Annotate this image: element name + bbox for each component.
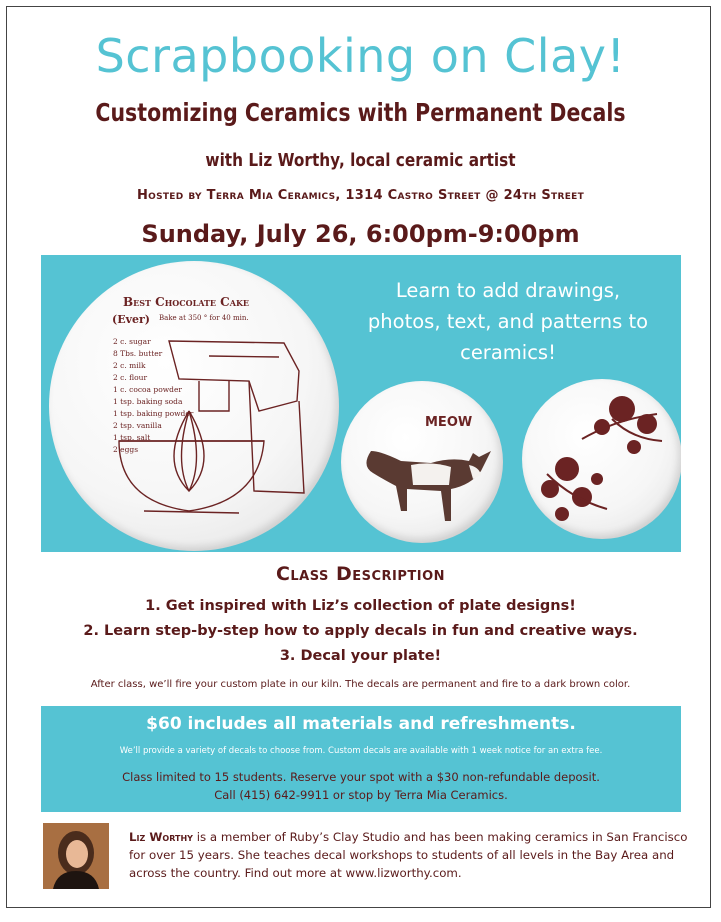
artist-photo — [43, 823, 109, 889]
floral-plate — [522, 379, 681, 539]
cat-plate — [341, 381, 503, 543]
description-item: 3. Decal your plate! — [279, 648, 442, 664]
recipe-title: Best Chocolate Cake — [123, 295, 249, 309]
artist-line: with Liz Worthy, local ceramic artist — [205, 150, 516, 171]
floral-pattern — [522, 379, 681, 539]
artist-bio — [129, 828, 689, 882]
banner-line: ceramics! — [460, 341, 556, 364]
ingredient: 2 eggs — [113, 445, 139, 454]
artist-name: Liz Worthy — [129, 830, 193, 844]
ingredient: 1 tsp. salt — [113, 433, 151, 442]
bio-text: is a member of Ruby’s Clay Studio and has been making ceramics in San Francisco for over 15 years. She teaches decal workshops to students of all levels in the Bay Area and across the country. Find out more at www.lizworthy.com. — [129, 830, 688, 880]
banner-line: photos, text, and patterns to — [367, 310, 649, 333]
ingredient: 2 c. sugar — [113, 337, 151, 346]
decals-note: We’ll provide a variety of decals to choose from. Custom decals are available with 1 week notice for an extra fee. — [119, 746, 603, 756]
class-description-heading: Class Description — [275, 563, 446, 585]
cat-illustration — [341, 381, 503, 543]
recipe-subtitle: (Ever) — [112, 313, 150, 326]
ingredient: 8 Tbs. butter — [113, 349, 163, 358]
plates-banner — [41, 255, 681, 552]
meow-label: MEOW — [425, 415, 473, 430]
portrait-illustration — [43, 823, 109, 889]
flyer-subtitle: Customizing Ceramics with Permanent Decals — [95, 98, 626, 127]
flyer-title: Scrapbooking on Clay! — [95, 29, 626, 83]
description-item: 2. Learn step-by-step how to apply decals in fun and creative ways. — [83, 623, 638, 639]
banner-message — [343, 275, 673, 368]
banner-line: Learn to add drawings, — [395, 279, 621, 302]
ingredient: 1 tsp. baking powder — [113, 409, 194, 418]
after-class-note: After class, we’ll fire your custom plate in our kiln. The decals are permanent and fire to a dark brown color. — [90, 679, 631, 690]
recipe-bake: Bake at 350 ° for 40 min. — [159, 314, 249, 322]
pricing-box — [41, 706, 681, 812]
event-date: Sunday, July 26, 6:00pm-9:00pm — [141, 220, 580, 248]
ingredient: 1 tsp. baking soda — [113, 397, 183, 406]
host-line: Hosted by Terra Mia Ceramics, 1314 Castro Street @ 24th Street — [136, 188, 585, 203]
ingredient: 1 c. cocoa powder — [113, 385, 182, 394]
recipe-plate — [49, 261, 339, 551]
ingredient: 2 c. flour — [113, 373, 148, 382]
ingredient: 2 tsp. vanilla — [113, 421, 162, 430]
class-limit: Class limited to 15 students. Reserve your spot with a $30 non-refundable deposit. — [122, 770, 600, 784]
price-headline: $60 includes all materials and refreshments. — [146, 714, 576, 734]
description-item: 1. Get inspired with Liz’s collection of plate designs! — [145, 598, 576, 614]
ingredient: 2 c. milk — [113, 361, 146, 370]
contact-line: Call (415) 642-9911 or stop by Terra Mia Ceramics. — [214, 788, 508, 802]
